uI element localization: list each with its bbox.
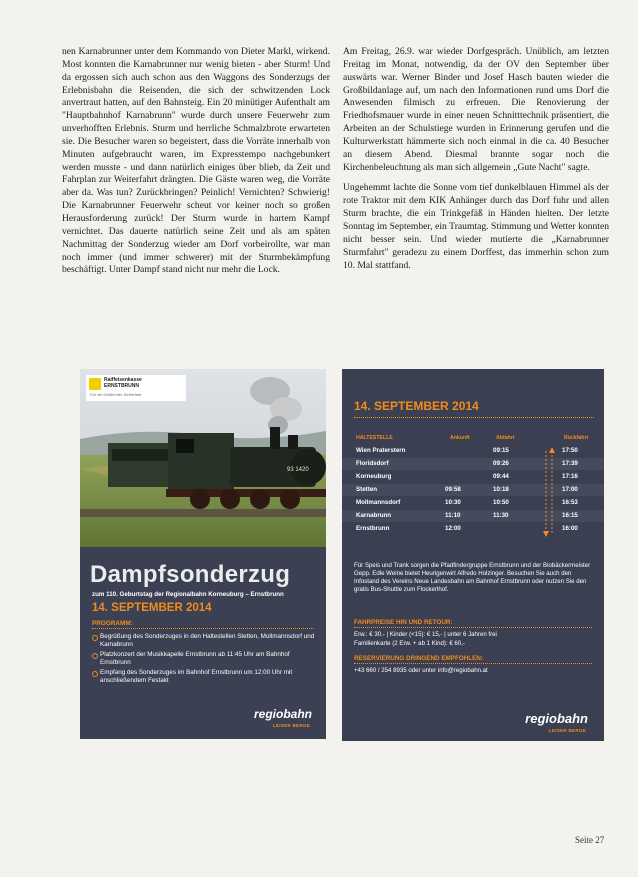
article-paragraph: nen Karnabrunner unter dem Kommando von Dieter Markl, wirkend. Most konnten die Karnabrunner nur wenig bieten - aber Sturm! Und da ergossen sich auch schon aus den Waggons des Sonderzugs der Erlebnisbahn die Reisenden, die sich der schwitzenden Lock anvertraut hatten, auf den Bahnsteig. Ein 20 minütiger Aufenthalt am "Hauptbahnhof Karnabrunn" wurde durch unsere Feuerwehr zum unverhofften Erlebnis. Sturm und herrliche Schmalzbrote erwarteten sie. Die Besucher waren so begeistert, dass die Vorräte innerhalb von Minuten aufgebraucht waren, im Expresstempo nachgebunkert werden musste - und dann natürlich einiges über blieb, da Zeit und Fahrplan zur Weiterfahrt drängten. Die Gäste waren weg, die Vorräte aber da. Was tun? Zurückbringen? Peinlich! Vernichten? Schwierig! Die Karnabrunner Feuerwehr scheut vor keiner noch so großen Herausforderung zurück! Der Sturm wurde in hartem Kampf vernichtet. Das dauerte natürlich seine Zeit und als am späten Nachmittag der Sonderzug wieder am Dorf vorbeirollte, war man noch immer (und immer schwerer) mit der Sturmbekämpfung beschäftigt. Unter Dampf stand nicht nur mehr die Lock. (62, 46, 330, 276)
poster-info-panel (80, 547, 326, 739)
program-item: Empfang des Sonderzuges im Bahnhof Ernstbrunn um 12:00 Uhr mit anschließendem Festakt (92, 669, 318, 685)
direction-arrows-icon (542, 447, 556, 539)
catering-info: Für Speis und Trank sorgen die Pfadfindergruppe Ernstbrunn und der Biobäckermeister Gepp. Edle Weine bietet Heurigenwirt Alfredo Holzinger. Besuchen Sie auch den Infostand des Vereins Neue Landesbahn am Bahnhof Ernstbrunn oder nutzen Sie den gratis Bus-Shuttle zum Flockerlhof. (354, 562, 591, 593)
raiffeisen-gable-icon (89, 378, 101, 390)
regiobahn-logo: regiobahn (253, 707, 312, 721)
regiobahn-tagline: LEISER BERGE (548, 728, 586, 733)
header-station: HALTESTELLE (356, 435, 393, 441)
timetable-row: Korneuburg 09:44 17:16 (356, 473, 578, 480)
timetable-row: Stetten 09:58 10:18 17:00 (342, 484, 604, 496)
program-heading: PROGRAMM: (92, 620, 314, 629)
family-fare-line: Familienkarte (2 Erw. + ab 1 Kind): € 60,- (354, 640, 465, 647)
article-column-right (343, 46, 609, 280)
program-list (92, 633, 318, 687)
fares-line: Erw.: € 30,- | Kinder (<15): € 15,- | unter 6 Jahren frei (354, 631, 497, 638)
poster-title: Dampfsonderzug (90, 561, 291, 588)
reservation-heading: RESERVIERUNG DRINGEND EMPFOHLEN: (354, 655, 592, 664)
program-item: Platzkonzert der Musikkapelle Ernstbrunn ab 11:45 Uhr am Bahnhof Ernstbrunn (92, 651, 318, 667)
timetable-row: Wien Praterstern 09:15 17:50 (356, 447, 578, 454)
poster-subtitle: zum 110. Geburtstag der Regionalbahn Korneuburg – Ernstbrunn (92, 591, 284, 598)
page-number: Seite 27 (575, 835, 605, 845)
timetable-poster (342, 369, 604, 741)
fares-heading: FAHRPREISE HIN UND RETOUR: (354, 619, 592, 628)
article-column-left (62, 46, 330, 285)
header-departure: Abfahrt (496, 435, 515, 441)
article-paragraph: Ungehemmt lachte die Sonne vom tief dunkelblauen Himmel als der rote Traktor mit dem KIK Anhänger durch das Dorf fuhr und allen Sturm brachte, die ein Trinkgefäß in Händen hielten. Der letzte Sonntag im September, ein Traumtag. Stimmung und Wetter konnten nicht besser sein. Und wieder mutierte die „Karnabrunner Sturmfahrt" geradezu zu einem Dorffest, das immerhin schon zum 10. Mal stattfand. (343, 182, 609, 271)
timetable-row: Mollmannsdorf 10:30 10:50 16:53 (356, 499, 578, 506)
reservation-contact: +43 660 / 254 8935 oder unter info@regiobahn.at (354, 667, 488, 674)
raiffeisen-logo (86, 375, 186, 401)
timetable-row: Karnabrunn 11:10 11:30 16:15 (342, 510, 604, 522)
timetable-row: Floridsdorf 09:26 17:39 (342, 458, 604, 470)
article-paragraph: Am Freitag, 26.9. war wieder Dorfgespräch. Unüblich, am letzten Freitag im Monat, notwendig, da der OV den September über auswärts war. Werner Binder und Josef Hasch bauten wieder die Großbildanlage auf, um nach den Informationen rund ums Dorf die Anwesenden filmisch zu erfreuen. Die Renovierung der Friedhofsmauer wurde in einer neuen Schnitttechnik präsentiert, die Arbeiten an der Schulstiege wurden in Erinnerung gerufen und die Kulturwerkstatt hämmerte sich noch einmal in die ca. 40 Besucher an diesem Abend. Diesmal brannte sogar noch die Kirchenbeleuchtung als man sich allgemein „Gute Nacht" sagte. (343, 46, 609, 173)
timetable-row: Ernstbrunn 12:00 16:00 (356, 525, 578, 532)
regiobahn-logo: regiobahn (525, 711, 588, 726)
poster-date: 14. SEPTEMBER 2014 (92, 602, 212, 614)
logo-slogan: Für ein Gefühl der Sicherheit (90, 392, 142, 397)
divider (354, 417, 594, 418)
logo-bank-name: Raiffeisenkasse (104, 377, 142, 383)
logo-bank-town: ERNSTBRUNN (104, 383, 139, 389)
program-item: Begrüßung des Sonderzuges in den Haltestellen Stetten, Mollmannsdorf und Karnabrunn (92, 633, 318, 649)
regiobahn-tagline: LEISER BERGE (272, 723, 310, 728)
header-arrival: Ankunft (450, 435, 470, 441)
timetable-date: 14. SEPTEMBER 2014 (354, 399, 479, 413)
loco-number: 93 1420 (287, 467, 309, 473)
header-return: Rückfahrt (564, 435, 589, 441)
dampfsonderzug-poster (80, 369, 326, 739)
